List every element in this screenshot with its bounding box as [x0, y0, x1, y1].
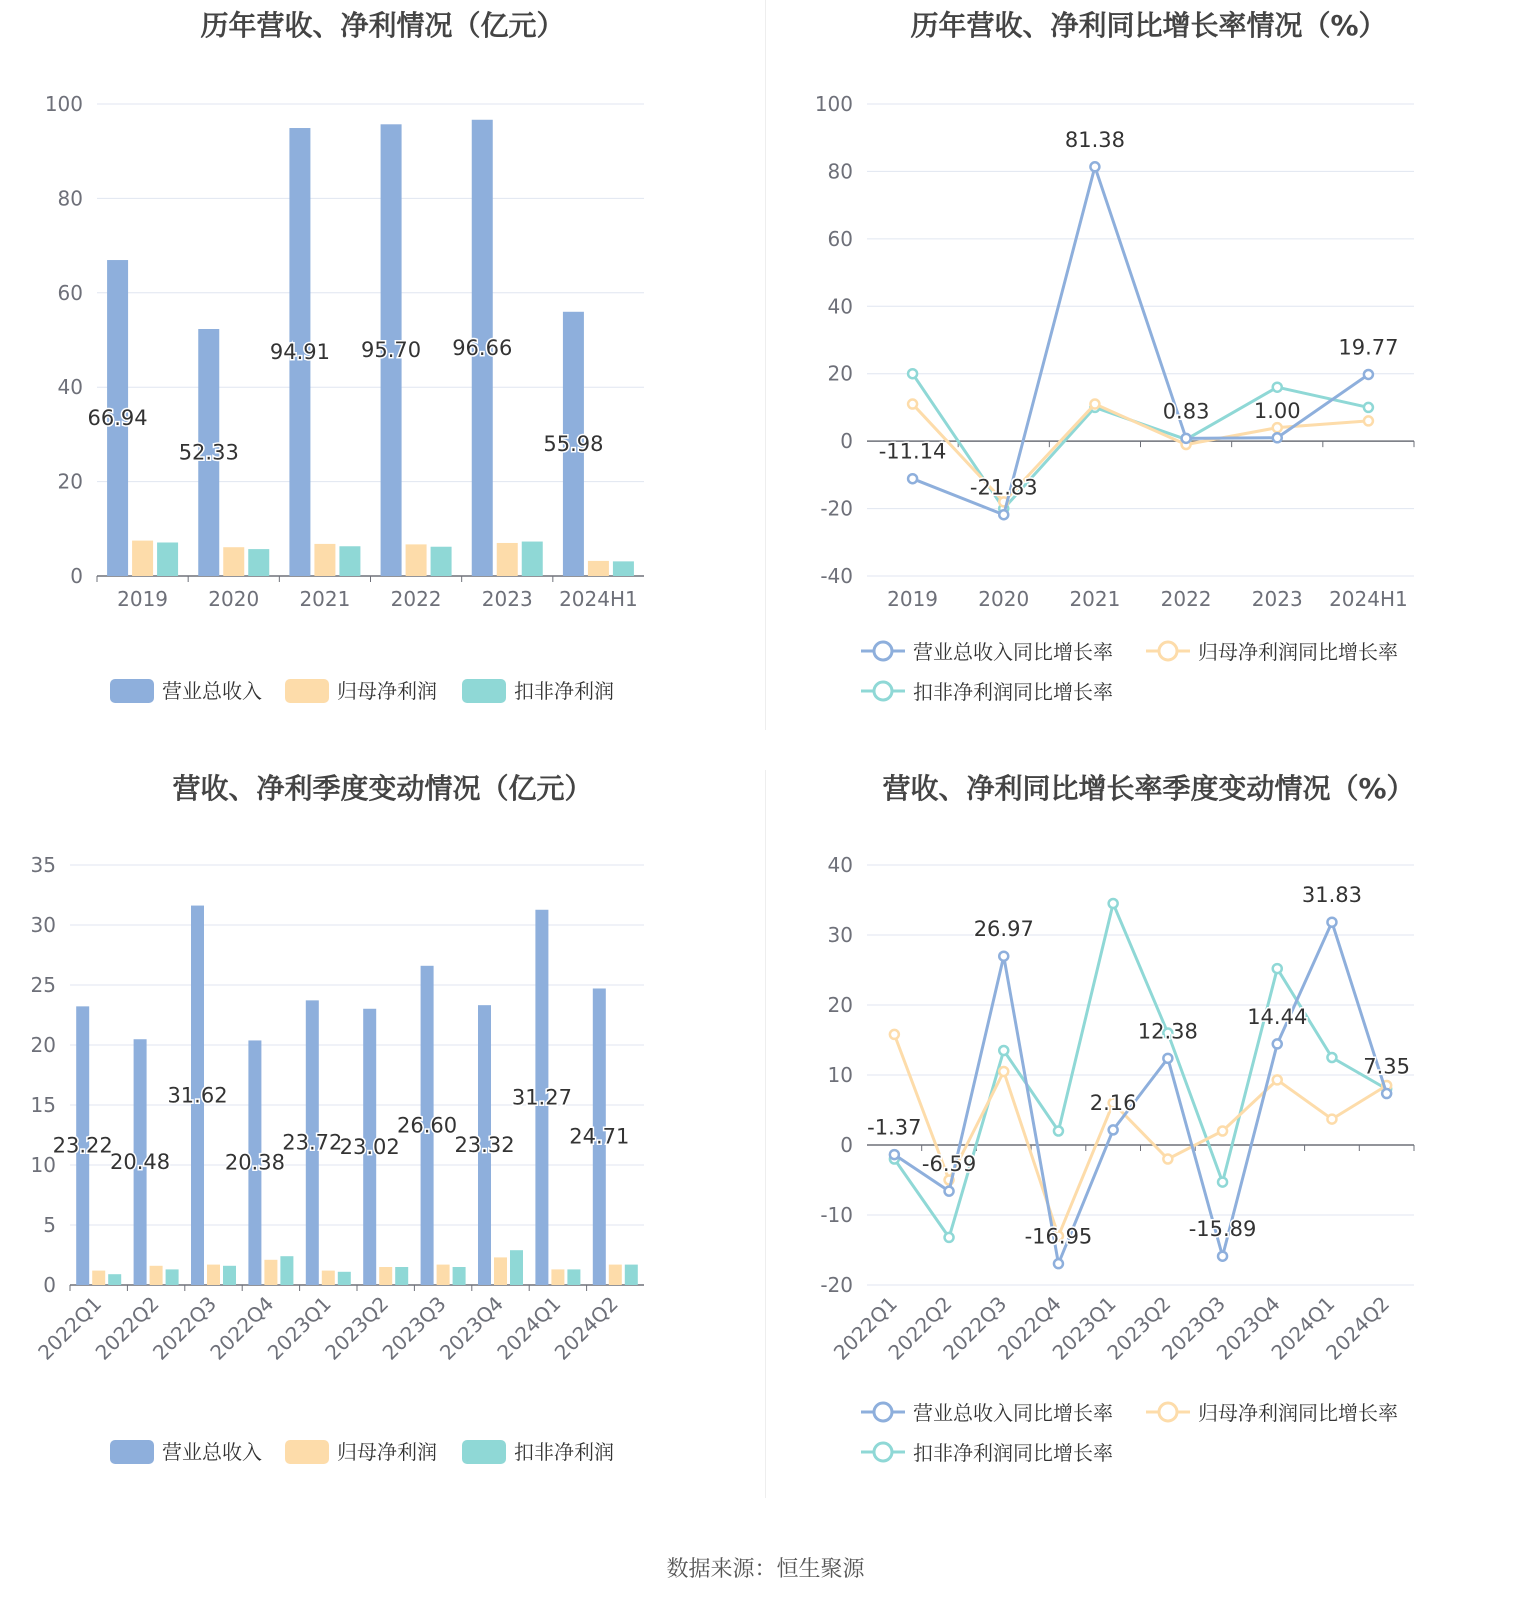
bar: [338, 1272, 351, 1285]
legend-marker: [874, 1403, 892, 1421]
point-value-label: -1.37: [867, 1115, 922, 1140]
x-tick-label: 2022Q1: [828, 1291, 902, 1365]
point-value-label: 0.83: [1162, 399, 1210, 424]
bar: [322, 1271, 335, 1285]
bar-value-label: 20.48: [110, 1150, 171, 1175]
chart-title: 营收、净利季度变动情况（亿元）: [172, 772, 593, 805]
bar: [264, 1260, 277, 1285]
y-tick-label: 10: [827, 1063, 853, 1087]
data-point: [1218, 1127, 1227, 1136]
x-tick-label: 2020: [978, 587, 1030, 611]
data-point: [1273, 1075, 1282, 1084]
legend-label: 归母净利润: [337, 679, 437, 703]
data-point: [1327, 1053, 1336, 1062]
data-point: [1382, 1089, 1391, 1098]
bar: [207, 1265, 220, 1285]
legend-swatch: [285, 1440, 329, 1464]
divider: [765, 770, 766, 1498]
data-point: [1273, 433, 1282, 442]
y-tick-label: 0: [70, 564, 83, 588]
y-tick-label: 20: [827, 993, 853, 1017]
legend-swatch: [462, 679, 506, 703]
bar: [497, 543, 518, 576]
annual-growth-rate-chart: [766, 0, 1531, 735]
point-value-label: 31.83: [1301, 883, 1363, 908]
x-tick-label: 2022Q3: [147, 1291, 222, 1365]
y-tick-label: -20: [820, 496, 853, 521]
x-tick-label: 2024Q2: [1321, 1291, 1395, 1365]
y-tick-label: 20: [57, 469, 83, 494]
x-tick-label: 2023: [481, 587, 533, 611]
bar-value-label: 26.60: [397, 1113, 458, 1138]
y-tick-label: 30: [827, 923, 853, 947]
x-tick-label: 2021: [1069, 587, 1121, 611]
bar: [510, 1250, 523, 1285]
x-tick-label: 2022Q2: [883, 1291, 957, 1365]
data-point: [1218, 1178, 1227, 1187]
x-tick-label: 2022Q3: [938, 1291, 1012, 1365]
annual-revenue-profit-chart: [0, 0, 765, 735]
data-point: [1054, 1127, 1063, 1136]
quarterly-growth-rate-chart: [766, 763, 1531, 1498]
data-point: [1090, 162, 1099, 171]
legend-label: 归母净利润同比增长率: [1198, 1401, 1398, 1425]
legend-swatch: [462, 1440, 506, 1464]
x-tick-label: 2023Q1: [1047, 1291, 1121, 1365]
bar-value-label: 23.22: [52, 1133, 113, 1158]
data-point: [999, 1046, 1008, 1055]
x-tick-label: 2022Q2: [90, 1291, 164, 1365]
legend-swatch: [110, 1440, 154, 1464]
chart-canvas: [0, 763, 765, 1498]
x-tick-label: 2023Q2: [320, 1291, 394, 1365]
x-tick-label: 2023Q4: [1211, 1291, 1285, 1365]
point-value-label: -11.14: [878, 439, 947, 464]
y-tick-label: -40: [820, 564, 853, 588]
y-tick-label: -10: [820, 1203, 853, 1227]
legend-label: 归母净利润同比增长率: [1198, 640, 1398, 664]
data-point: [1090, 400, 1099, 409]
bar: [567, 1269, 580, 1285]
bar-value-label: 96.66: [452, 335, 513, 360]
data-point: [890, 1030, 899, 1039]
bar: [339, 546, 360, 576]
chart-title: 营收、净利同比增长率季度变动情况（%）: [882, 772, 1415, 805]
x-tick-label: 2022: [1160, 587, 1212, 611]
bar: [166, 1269, 179, 1285]
bar: [494, 1257, 507, 1285]
point-value-label: 1.00: [1253, 398, 1301, 423]
bar: [150, 1266, 163, 1285]
bar: [609, 1265, 622, 1285]
chart-canvas: [766, 763, 1531, 1498]
data-point: [890, 1150, 899, 1159]
y-tick-label: 5: [43, 1213, 56, 1237]
bar: [437, 1265, 450, 1285]
data-point: [1163, 1155, 1172, 1164]
x-tick-label: 2023Q3: [377, 1291, 451, 1365]
x-tick-label: 2023: [1251, 587, 1303, 611]
data-point: [999, 952, 1008, 961]
y-tick-label: 20: [827, 361, 853, 386]
bar: [613, 561, 634, 576]
x-tick-label: 2021: [299, 587, 351, 611]
point-value-label: 2.16: [1089, 1090, 1137, 1115]
data-point: [1273, 1039, 1282, 1048]
y-tick-label: 100: [814, 92, 853, 116]
y-tick-label: 20: [30, 1033, 56, 1057]
bar: [551, 1269, 564, 1285]
x-tick-label: 2024Q1: [1266, 1291, 1340, 1365]
data-point: [945, 1233, 954, 1242]
data-point: [1218, 1252, 1227, 1261]
legend-label: 营业总收入同比增长率: [913, 1401, 1113, 1425]
y-tick-label: 25: [30, 973, 56, 997]
chart-canvas: [0, 0, 765, 735]
point-value-label: -15.89: [1188, 1217, 1257, 1242]
legend-label: 扣非净利润: [514, 1440, 614, 1464]
data-point: [1182, 434, 1191, 443]
y-tick-label: 35: [30, 853, 56, 877]
bar: [588, 561, 609, 576]
x-tick-label: 2019: [117, 587, 169, 611]
bar: [453, 1267, 466, 1285]
bar: [406, 544, 427, 576]
data-point: [908, 400, 917, 409]
legend-swatch: [110, 679, 154, 703]
y-tick-label: 40: [827, 853, 853, 877]
bar: [522, 542, 543, 576]
bar-value-label: 20.38: [224, 1150, 285, 1175]
x-tick-label: 2020: [208, 587, 260, 611]
y-tick-label: 80: [57, 186, 83, 211]
x-tick-label: 2022Q4: [992, 1291, 1066, 1365]
bar: [223, 547, 244, 576]
bar: [132, 541, 153, 576]
legend-marker: [874, 682, 892, 700]
chart-canvas: [766, 0, 1531, 735]
data-point: [1273, 383, 1282, 392]
x-tick-label: 2024H1: [559, 587, 638, 611]
point-value-label: 12.38: [1137, 1019, 1198, 1044]
point-value-label: 19.77: [1338, 335, 1399, 360]
data-point: [1163, 1054, 1172, 1063]
legend-label: 扣非净利润: [514, 679, 614, 703]
bar: [280, 1256, 293, 1285]
series-line: [913, 167, 1369, 515]
series-line: [894, 1034, 1386, 1236]
bar: [625, 1265, 638, 1285]
x-tick-label: 2022Q1: [33, 1291, 107, 1365]
bar: [395, 1267, 408, 1285]
bar-value-label: 66.94: [87, 406, 148, 431]
data-point: [1327, 918, 1336, 927]
point-value-label: 26.97: [973, 917, 1034, 942]
y-tick-label: 60: [57, 280, 83, 305]
point-value-label: 81.38: [1064, 127, 1125, 152]
x-tick-label: 2019: [887, 587, 939, 611]
point-value-label: -21.83: [969, 475, 1038, 500]
legend-marker: [1159, 1403, 1177, 1421]
bar: [379, 1267, 392, 1285]
y-tick-label: 0: [840, 1133, 853, 1157]
series-line: [894, 922, 1386, 1263]
bar-value-label: 23.32: [454, 1133, 515, 1158]
data-point: [945, 1187, 954, 1196]
y-tick-label: 15: [30, 1093, 56, 1117]
bar: [157, 542, 178, 576]
data-point: [1054, 1259, 1063, 1268]
x-tick-label: 2024Q1: [492, 1291, 566, 1365]
x-tick-label: 2022: [390, 587, 442, 611]
legend-label: 营业总收入: [162, 1440, 262, 1464]
x-tick-label: 2023Q1: [262, 1291, 336, 1365]
data-point: [1364, 403, 1373, 412]
bar-value-label: 23.02: [339, 1134, 400, 1159]
y-tick-label: 40: [827, 294, 853, 319]
bar-value-label: 23.72: [282, 1130, 343, 1155]
legend-label: 扣非净利润同比增长率: [913, 1441, 1113, 1465]
point-value-label: 14.44: [1247, 1004, 1308, 1029]
data-point: [1327, 1115, 1336, 1124]
point-value-label: -6.59: [921, 1152, 977, 1177]
chart-title: 历年营收、净利情况（亿元）: [200, 9, 565, 42]
legend-label: 营业总收入: [162, 679, 262, 703]
data-point: [1109, 1125, 1118, 1134]
bar: [92, 1271, 105, 1285]
x-tick-label: 2024H1: [1329, 587, 1408, 611]
legend-swatch: [285, 679, 329, 703]
legend-label: 扣非净利润同比增长率: [913, 680, 1113, 704]
series-line: [894, 904, 1386, 1238]
y-tick-label: 0: [43, 1273, 56, 1297]
y-tick-label: 0: [840, 429, 853, 454]
bar: [431, 547, 452, 576]
bar-value-label: 95.70: [361, 338, 422, 363]
legend-label: 营业总收入同比增长率: [913, 640, 1113, 664]
bar: [108, 1274, 121, 1285]
bar: [314, 544, 335, 576]
x-tick-label: 2022Q4: [205, 1291, 279, 1365]
data-source: 数据来源：恒生聚源: [666, 1557, 865, 1582]
divider: [765, 0, 766, 730]
legend-marker: [874, 1443, 892, 1461]
legend-marker: [1159, 642, 1177, 660]
y-tick-label: 30: [30, 913, 56, 937]
x-tick-label: 2024Q2: [549, 1291, 623, 1365]
data-point: [1273, 423, 1282, 432]
x-tick-label: 2023Q2: [1102, 1291, 1176, 1365]
bar-value-label: 31.62: [167, 1083, 228, 1108]
data-point: [1364, 370, 1373, 379]
bar: [248, 549, 269, 576]
bar-value-label: 24.71: [569, 1124, 630, 1149]
data-point: [908, 474, 917, 483]
data-point: [908, 369, 917, 378]
data-point: [999, 1067, 1008, 1076]
legend-marker: [874, 642, 892, 660]
bar-value-label: 52.33: [178, 440, 239, 465]
y-tick-label: -20: [820, 1273, 853, 1297]
point-value-label: -16.95: [1024, 1224, 1093, 1249]
data-point: [1273, 964, 1282, 973]
x-tick-label: 2023Q4: [434, 1291, 509, 1365]
x-tick-label: 2023Q3: [1156, 1291, 1231, 1365]
bar: [223, 1266, 236, 1285]
bar-value-label: 94.91: [269, 340, 330, 365]
y-tick-label: 100: [44, 92, 83, 116]
point-value-label: 7.35: [1363, 1054, 1411, 1079]
data-point: [1364, 416, 1373, 425]
y-tick-label: 80: [827, 159, 853, 184]
y-tick-label: 40: [57, 375, 83, 400]
data-point: [1109, 899, 1118, 908]
quarterly-revenue-profit-chart: [0, 763, 765, 1498]
data-point: [999, 510, 1008, 519]
y-tick-label: 10: [30, 1153, 56, 1177]
bar-value-label: 31.27: [511, 1085, 572, 1110]
legend-label: 归母净利润: [337, 1440, 437, 1464]
y-tick-label: 60: [827, 226, 853, 251]
chart-title: 历年营收、净利同比增长率情况（%）: [910, 9, 1387, 42]
bar-value-label: 55.98: [543, 431, 604, 456]
